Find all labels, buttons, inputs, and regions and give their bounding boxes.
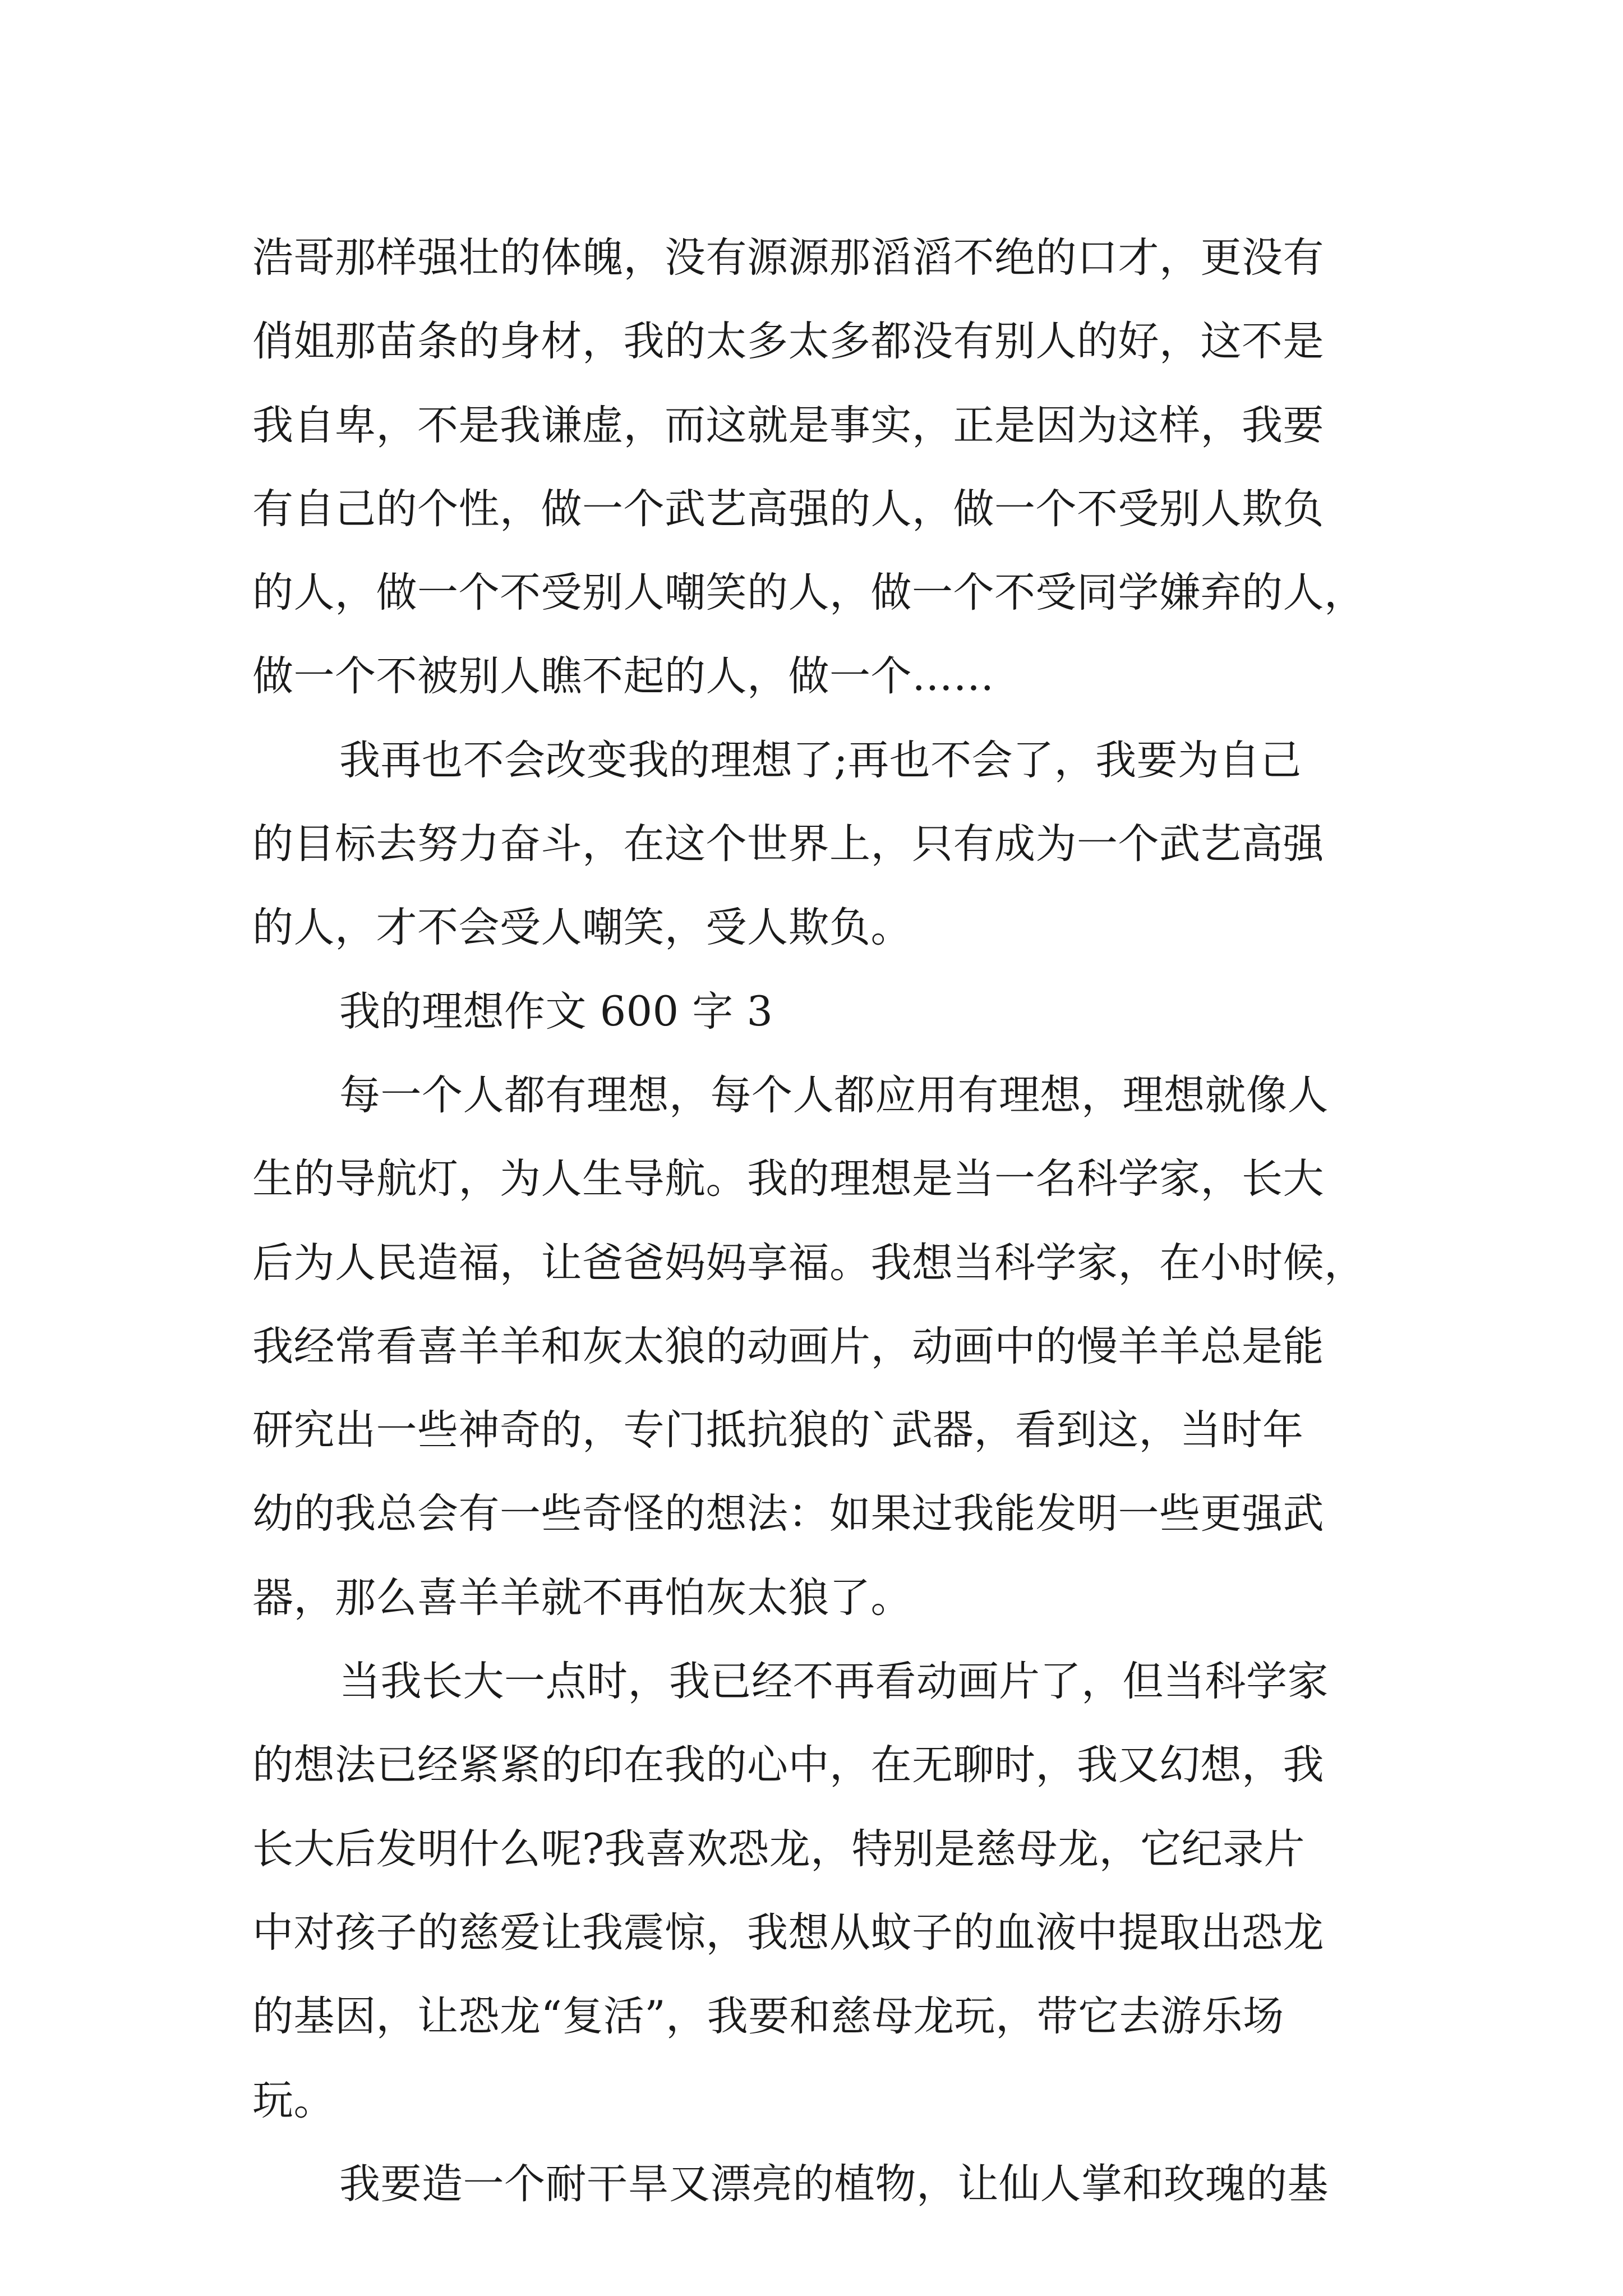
text-line: 我要造一个耐干旱又漂亮的植物，让仙人掌和玫瑰的基 bbox=[339, 2160, 1329, 2208]
text-line: 我的理想作文 600 字 3 bbox=[339, 987, 773, 1036]
text-line: 生的导航灯，为人生导航。我的理想是当一名科学家，长大 bbox=[252, 1155, 1324, 1203]
text-line: 有自己的个性，做一个武艺高强的人，做一个不受别人欺负 bbox=[252, 485, 1324, 533]
text-line: 的目标去努力奋斗，在这个世界上，只有成为一个武艺高强 bbox=[252, 820, 1324, 868]
text-line: 俏姐那苗条的身材，我的太多太多都没有别人的好，这不是 bbox=[252, 318, 1324, 366]
text-line: 的人，才不会受人嘲笑，受人欺负。 bbox=[252, 904, 912, 952]
text-line: 我经常看喜羊羊和灰太狼的动画片，动画中的慢羊羊总是能 bbox=[252, 1322, 1324, 1370]
text-line: 器，那么喜羊羊就不再怕灰太狼了。 bbox=[252, 1573, 912, 1622]
document-body bbox=[252, 216, 1391, 2226]
text-line: 浩哥那样强壮的体魄，没有源源那滔滔不绝的口才，更没有 bbox=[252, 234, 1324, 282]
text-line: 我再也不会改变我的理想了;再也不会了，我要为自己 bbox=[339, 736, 1302, 784]
text-line: 每一个人都有理想，每个人都应用有理想，理想就像人 bbox=[339, 1071, 1329, 1119]
text-line: 研究出一些神奇的，专门抵抗狼的`武器，看到这，当时年 bbox=[252, 1406, 1304, 1455]
text-line: 当我长大一点时，我已经不再看动画片了，但当科学家 bbox=[339, 1658, 1329, 1706]
text-line: 做一个不被别人瞧不起的人，做一个…… bbox=[252, 652, 994, 701]
text-line: 我自卑，不是我谦虚，而这就是事实，正是因为这样，我要 bbox=[252, 401, 1324, 449]
text-line: 后为人民造福，让爸爸妈妈享福。我想当科学家，在小时候， bbox=[252, 1239, 1366, 1287]
text-line: 幼的我总会有一些奇怪的想法：如果过我能发明一些更强武 bbox=[252, 1490, 1324, 1538]
text-line: 的基因，让恐龙“复活”，我要和慈母龙玩，带它去游乐场 bbox=[252, 1993, 1284, 2041]
text-line: 的想法已经紧紧的印在我的心中，在无聊时，我又幻想，我 bbox=[252, 1741, 1324, 1789]
text-line: 中对孩子的慈爱让我震惊，我想从蚊子的血液中提取出恐龙 bbox=[252, 1908, 1324, 1957]
text-line: 的人，做一个不受别人嘲笑的人，做一个不受同学嫌弃的人， bbox=[252, 569, 1366, 617]
text-line: 长大后发明什么呢?我喜欢恐龙，特别是慈母龙，它纪录片 bbox=[252, 1825, 1306, 1873]
text-line: 玩。 bbox=[252, 2076, 335, 2124]
